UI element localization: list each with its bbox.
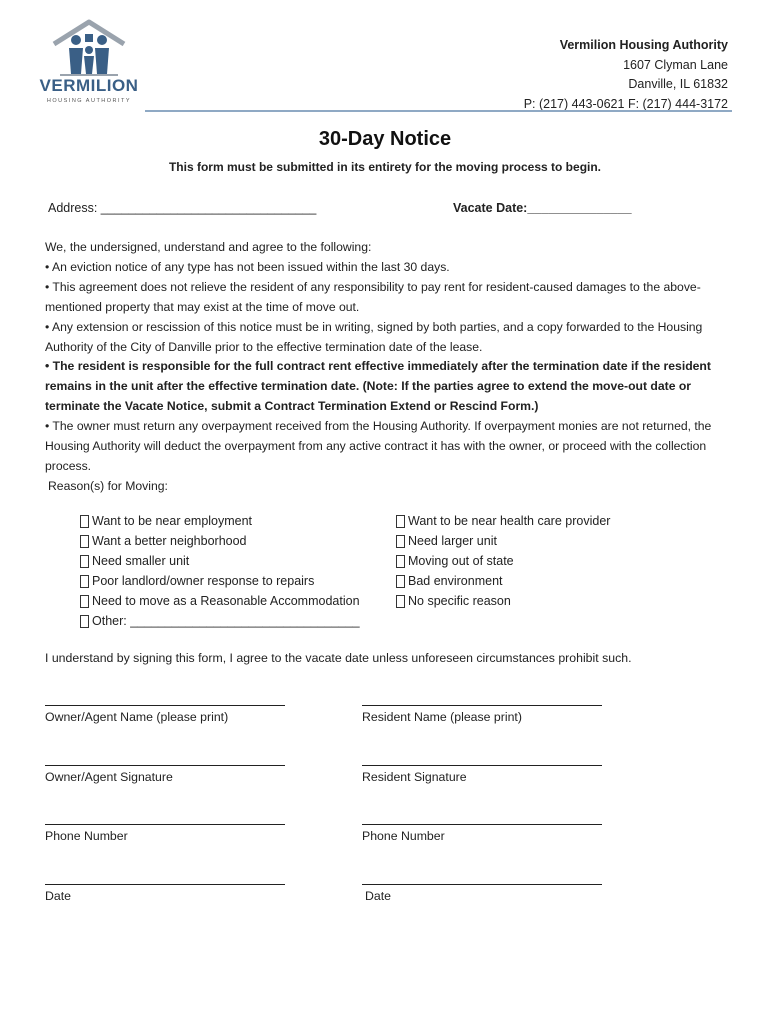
agreement-bullet: • An eviction notice of any type has not been issued within the last 30 days. — [45, 259, 450, 274]
page-title: 30-Day Notice — [318, 128, 452, 150]
checkbox[interactable] — [80, 595, 89, 608]
owner-name-field[interactable]: Owner/Agent Name (please print) — [45, 694, 285, 724]
owner-signature-field[interactable]: Owner/Agent Signature — [45, 754, 285, 784]
signature-line[interactable] — [362, 754, 602, 766]
agreement-bullet: • This agreement does not relieve the resident of any responsibility to pay rent for resident-caused damages to the above-mentioned property that may exist at the time of move out. — [45, 279, 701, 314]
reason-option[interactable]: Want to be near health care provider — [396, 511, 610, 531]
owner-date-field[interactable]: Date — [45, 873, 285, 903]
resident-date-field[interactable]: Date — [362, 873, 602, 903]
checkbox[interactable] — [396, 595, 405, 608]
organization-name: Vermilion Housing Authority — [559, 38, 728, 52]
vacate-date-field[interactable]: Vacate Date:_______________ — [453, 201, 632, 215]
form-instructions: This form must be submitted in its entirety for the moving process to begin. — [168, 160, 602, 174]
housing-authority-logo — [34, 18, 144, 110]
signature-line[interactable] — [362, 694, 602, 706]
reason-option-other[interactable]: Other: _________________________________ — [80, 611, 360, 631]
reasons-left-column — [80, 511, 360, 631]
checkbox[interactable] — [396, 555, 405, 568]
address-line-2: Danville, IL 61832 — [628, 77, 728, 91]
organization-info — [524, 36, 728, 114]
logo-subtext: HOUSING AUTHORITY — [46, 98, 132, 104]
house-family-icon — [34, 18, 144, 78]
reason-option[interactable]: Want a better neighborhood — [80, 531, 360, 551]
agreement-bullet: • The owner must return any overpayment received from the Housing Authority. If overpayment monies are not returned, the Housing Authority will deduct the overpayment from any active contract it has with the owner, or proceed with the collection process. — [45, 419, 712, 473]
reason-option[interactable]: Bad environment — [396, 571, 610, 591]
agreement-statement: I understand by signing this form, I agree to the vacate date unless unforeseen circumstances prohibit such. — [45, 651, 632, 665]
checkbox[interactable] — [396, 535, 405, 548]
reason-option[interactable]: Moving out of state — [396, 551, 610, 571]
resident-phone-field[interactable]: Phone Number — [362, 813, 602, 843]
logo-wordmark: VERMILION — [39, 76, 139, 95]
agreement-intro: We, the undersigned, understand and agree to the following: — [45, 240, 372, 254]
checkbox[interactable] — [80, 615, 89, 628]
agreement-bullet: • Any extension or rescission of this notice must be in writing, signed by both parties, and a copy forwarded to the Housing Authority of the City of Danville prior to the effective termination date of the lease. — [45, 319, 703, 354]
agreement-bullet-bold: • The resident is responsible for the full contract rent effective immediately after the termination date if the resident remains in the unit after the effective termination date. (Note: If the parties agree to extend the move-out date or terminate the Vacate Notice, submit a Contract Termination Extend or Rescind Form.) — [45, 359, 711, 414]
reason-option[interactable]: Need to move as a Reasonable Accommodation — [80, 591, 360, 611]
reasons-label: Reason(s) for Moving: — [48, 478, 168, 493]
owner-phone-field[interactable]: Phone Number — [45, 813, 285, 843]
reason-option[interactable]: Need larger unit — [396, 531, 610, 551]
resident-signature-field[interactable]: Resident Signature — [362, 754, 602, 784]
phone-line: P: (217) 443-0621 F: (217) 444-3172 — [523, 96, 728, 111]
reason-option[interactable]: Want to be near employment — [80, 511, 360, 531]
signature-line[interactable] — [362, 873, 602, 885]
reason-option[interactable]: Poor landlord/owner response to repairs — [80, 571, 360, 591]
reason-option[interactable]: No specific reason — [396, 591, 610, 611]
reason-option[interactable]: Need smaller unit — [80, 551, 360, 571]
checkbox[interactable] — [80, 575, 89, 588]
header-divider — [145, 110, 732, 112]
resident-name-field[interactable]: Resident Name (please print) — [362, 694, 602, 724]
checkbox[interactable] — [396, 575, 405, 588]
reasons-right-column — [396, 511, 610, 611]
agreement-text — [45, 238, 735, 497]
signature-line[interactable] — [45, 754, 285, 766]
address-field[interactable]: Address: _______________________________ — [48, 201, 317, 215]
checkbox[interactable] — [80, 535, 89, 548]
checkbox[interactable] — [396, 515, 405, 528]
signature-line[interactable] — [45, 813, 285, 825]
signature-line[interactable] — [362, 813, 602, 825]
checkbox[interactable] — [80, 515, 89, 528]
checkbox[interactable] — [80, 555, 89, 568]
signature-line[interactable] — [45, 694, 285, 706]
signature-line[interactable] — [45, 873, 285, 885]
address-line-1: 1607 Clyman Lane — [623, 57, 728, 72]
